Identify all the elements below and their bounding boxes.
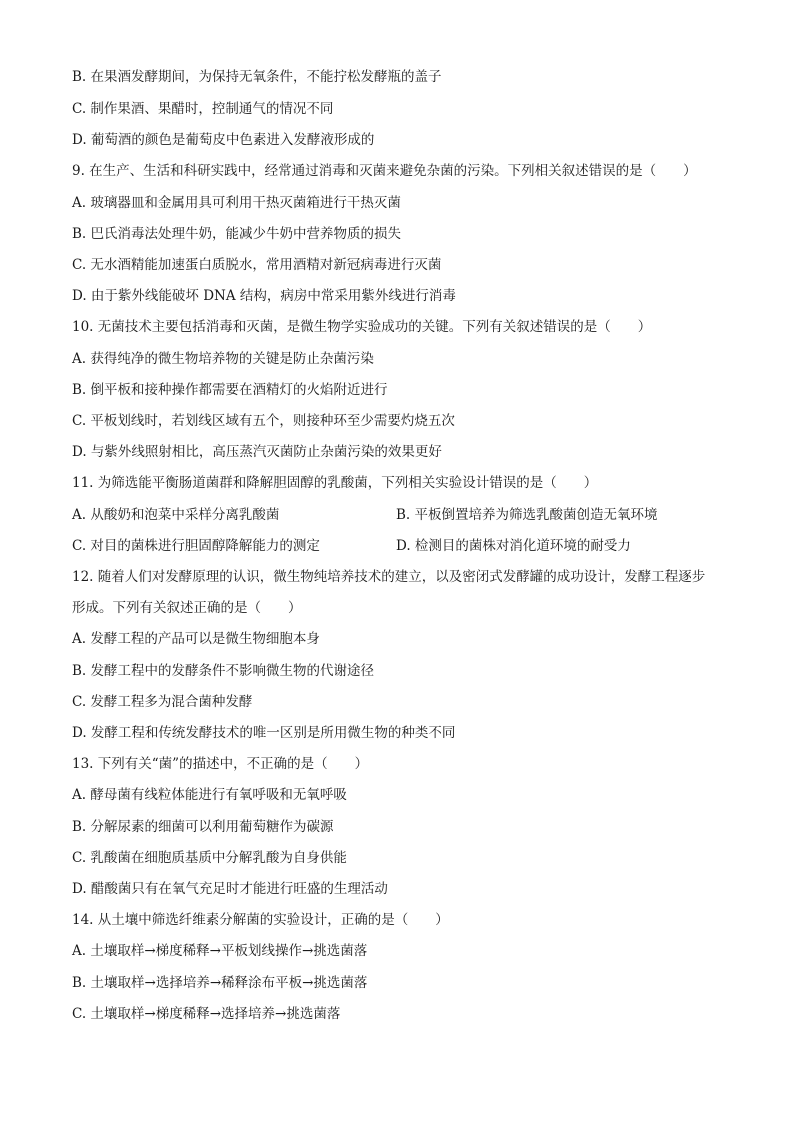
text-line: C. 对目的菌株进行胆固醇降解能力的测定 bbox=[72, 538, 320, 554]
text-line: D. 由于紫外线能破坏 DNA 结构，病房中常采用紫外线进行消毒 bbox=[72, 288, 456, 304]
text-line: A. 发酵工程的产品可以是微生物细胞本身 bbox=[72, 631, 320, 647]
text-line: A. 从酸奶和泡菜中采样分离乳酸菌 bbox=[72, 507, 280, 523]
text-line: 10. 无菌技术主要包括消毒和灭菌，是微生物学实验成功的关键。下列有关叙述错误的是（ ） bbox=[72, 319, 652, 335]
text-line: D. 与紫外线照射相比，高压蒸汽灭菌防止杂菌污染的效果更好 bbox=[72, 444, 442, 460]
text-line: C. 发酵工程多为混合菌种发酵 bbox=[72, 694, 253, 710]
text-line: B. 巴氏消毒法处理牛奶，能减少牛奶中营养物质的损失 bbox=[72, 226, 402, 242]
text-line-right-column: D. 检测目的菌株对消化道环境的耐受力 bbox=[396, 538, 631, 554]
text-line: A. 玻璃器皿和金属用具可利用干热灭菌箱进行干热灭菌 bbox=[72, 195, 401, 211]
text-line: 14. 从土壤中筛选纤维素分解菌的实验设计，正确的是（ ） bbox=[72, 912, 449, 928]
text-line: D. 葡萄酒的颜色是葡萄皮中色素进入发酵液形成的 bbox=[72, 132, 375, 148]
text-line: C. 平板划线时，若划线区域有五个，则接种环至少需要灼烧五次 bbox=[72, 413, 455, 429]
text-line: D. 醋酸菌只有在氧气充足时才能进行旺盛的生理活动 bbox=[72, 881, 388, 897]
text-line: A. 土壤取样→梯度稀释→平板划线操作→挑选菌落 bbox=[72, 943, 368, 959]
text-line: 形成。下列有关叙述正确的是（ ） bbox=[72, 600, 302, 616]
text-line: C. 乳酸菌在细胞质基质中分解乳酸为自身供能 bbox=[72, 850, 347, 866]
text-line: B. 在果酒发酵期间，为保持无氧条件，不能拧松发酵瓶的盖子 bbox=[72, 69, 442, 85]
text-line: B. 发酵工程中的发酵条件不影响微生物的代谢途径 bbox=[72, 663, 375, 679]
text-line: C. 无水酒精能加速蛋白质脱水，常用酒精对新冠病毒进行灭菌 bbox=[72, 257, 442, 273]
text-line-right-column: B. 平板倒置培养为筛选乳酸菌创造无氧环境 bbox=[396, 507, 658, 523]
text-line: 9. 在生产、生活和科研实践中，经常通过消毒和灭菌来避免杂菌的污染。下列相关叙述错误的是（ ） bbox=[72, 163, 697, 179]
text-line: 11. 为筛选能平衡肠道菌群和降解胆固醇的乳酸菌，下列相关实验设计错误的是（ ） bbox=[72, 475, 598, 491]
text-line: B. 倒平板和接种操作都需要在酒精灯的火焰附近进行 bbox=[72, 382, 388, 398]
text-line: 13. 下列有关“菌”的描述中，不正确的是（ ） bbox=[72, 756, 369, 772]
text-line: 12. 随着人们对发酵原理的认识，微生物纯培养技术的建立，以及密闭式发酵罐的成功设计，发酵工程逐步 bbox=[72, 569, 706, 585]
text-line: B. 土壤取样→选择培养→稀释涂布平板→挑选菌落 bbox=[72, 975, 368, 991]
text-line: A. 酵母菌有线粒体能进行有氧呼吸和无氧呼吸 bbox=[72, 787, 347, 803]
text-line: A. 获得纯净的微生物培养物的关键是防止杂菌污染 bbox=[72, 351, 374, 367]
text-line: D. 发酵工程和传统发酵技术的唯一区别是所用微生物的种类不同 bbox=[72, 725, 456, 741]
text-line: C. 制作果酒、果醋时，控制通气的情况不同 bbox=[72, 101, 334, 117]
text-line: B. 分解尿素的细菌可以利用葡萄糖作为碳源 bbox=[72, 819, 334, 835]
text-line: C. 土壤取样→梯度稀释→选择培养→挑选菌落 bbox=[72, 1006, 341, 1022]
